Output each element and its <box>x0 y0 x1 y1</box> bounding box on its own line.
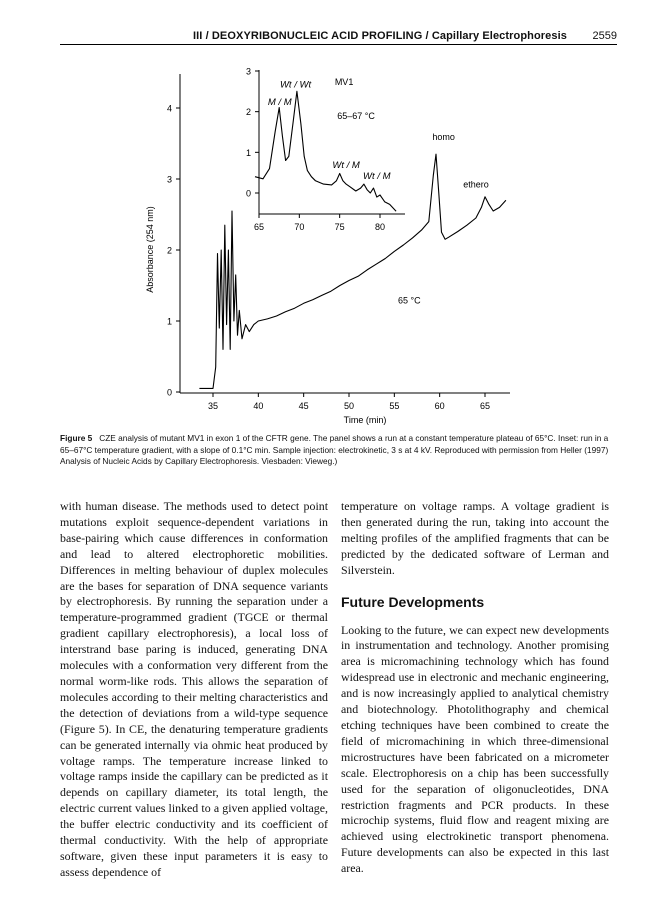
inset-background <box>260 70 406 214</box>
inset-y-tick-label: 3 <box>245 66 251 77</box>
x-tick-label: 55 <box>389 401 400 411</box>
right-column <box>341 499 609 877</box>
peak-label-homo: homo <box>432 131 455 142</box>
x-tick-label: 45 <box>298 401 309 411</box>
body-paragraph: Looking to the future, we can expect new developments in instrumentation and technology. Another promising area is micromachining technology which has found widespread use in electronic and mechanic engineering, and is now increasingly applied to analytical chemistry and biotechnology. Photolithography and chemical etching techniques have been combined to create the field of micromachining in which three-dimensional microstructures have been fabricated on a micrometer scale. Electrophoresis on a chip has been successfully used for the separation of oligonucleotides, DNA restriction fragments and PCR products. In these microchip systems, fluid flow and reagent mixing are achieved using electrokinetic transport phenomena. Future developments can also be expected in this last area. <box>341 622 609 876</box>
figure-label: Figure 5 <box>60 433 93 443</box>
inset-peak-label-wt-wt: Wt / Wt <box>279 79 312 91</box>
body-paragraph: with human disease. The methods used to detect point mutations exploit sequence-dependent variations in base-pairing which cause differences in conformation and lead to altered electrophoretic mobilities. Differences in melting behaviour of duplex molecules are the bases for separation of DNA sequence variants by electrophoresis. By running the separation under a temperature-programmed gradient (TGCE or thermal gradient capillary electrophoresis), a local loss of interstrand base paring is induced, generating DNA molecules with a conformation very different from the normal worm-like rods. This allows the separation of molecules according to their melting characteristics and the detection of deviations from a wild-type sequence (Figure 5). In CE, the denaturing temperature gradients can be generated internally via ohmic heat produced by voltage ramps. The temperature increase linked to voltage ramps inside the capillary can be predicted as it depends on capillary diameter, its total length, the electric current values linked to a given applied voltage, the buffer electric conductivity and its coefficient of thermal conductivity. With the help of appropriate software, given these input parameters it is easy to assess dependence of <box>60 499 328 879</box>
body-paragraph: temperature on voltage ramps. A voltage gradient is then generated during the run, taking into account the melting profiles of the amplified fragments that can be predicted by the dedicated software of Lerman and Silverstein. <box>341 499 609 577</box>
inset-title-mv1: MV1 <box>334 77 354 88</box>
page-number: 2559 <box>592 30 617 42</box>
running-title: III / DEOXYRIBONUCLEIC ACID PROFILING / Capillary Electrophoresis <box>192 30 567 42</box>
peak-label-ethero: ethero <box>463 179 489 190</box>
x-axis-label: Time (min) <box>343 415 387 425</box>
inset-peak-label-wt-m: Wt / M <box>363 170 391 182</box>
figure-caption <box>60 433 617 468</box>
x-tick-label: 50 <box>343 401 355 411</box>
inset-x-tick-label: 70 <box>294 222 305 232</box>
x-tick-label: 35 <box>207 401 219 411</box>
inset-peak-label-m-m: M / M <box>267 96 292 108</box>
x-tick-label: 65 <box>479 401 491 411</box>
y-tick-label: 4 <box>166 103 172 114</box>
inset-x-tick-label: 65 <box>253 222 265 232</box>
inset-x-tick-label: 75 <box>334 222 345 232</box>
section-heading: Future Developments <box>341 593 485 610</box>
y-tick-label: 0 <box>166 387 172 398</box>
inset-x-tick-label: 80 <box>374 222 386 232</box>
y-tick-label: 1 <box>166 316 172 327</box>
inset-peak-label-wt-m: Wt / M <box>332 159 360 171</box>
x-tick-label: 60 <box>434 401 445 411</box>
inset-y-tick-label: 1 <box>245 147 251 158</box>
figure-5-chart <box>0 0 668 432</box>
inset-y-tick-label: 0 <box>245 188 251 199</box>
caption-text: CZE analysis of mutant MV1 in exon 1 of the CFTR gene. The panel shows a run at a constant temperature plateau of 65°C. Inset: run in a 65–67°C temperature gradient, with a slope of 0.1°C min. Sample injection: electrokinetic, 3 s at 4 kV. Reproduced with permission from Heller (1997) Analysis of Nucleic Acids by Capillary Electrophoresis. Viesbaden: Vieweg.) <box>60 433 609 466</box>
y-axis-label: Absorbance (254 nm) <box>145 206 155 293</box>
temperature-label: 65 °C <box>397 295 421 306</box>
left-column <box>60 499 328 881</box>
inset-temperature-label: 65–67 °C <box>337 110 375 121</box>
y-tick-label: 3 <box>166 174 172 185</box>
inset-y-tick-label: 2 <box>245 107 251 118</box>
y-tick-label: 2 <box>166 245 172 256</box>
x-tick-label: 40 <box>253 401 264 411</box>
